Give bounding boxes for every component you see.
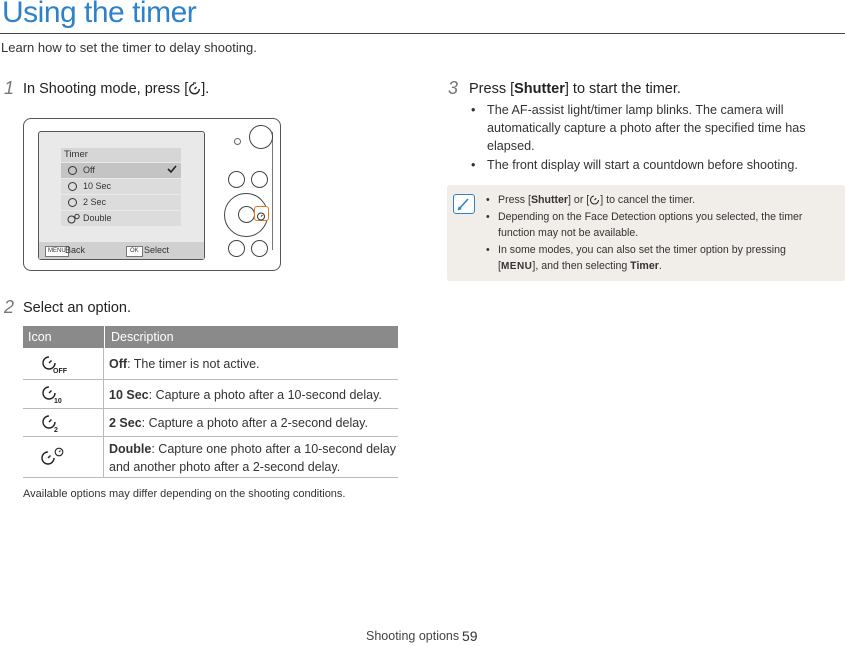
timer-button-highlight [254, 206, 269, 221]
camera-lamp [234, 138, 241, 145]
table-row [23, 437, 398, 478]
step-2-number: 2 [4, 297, 15, 317]
option-name: Double [109, 442, 152, 456]
bullet-dot: • [486, 194, 490, 206]
menu-item-2sec[interactable] [61, 195, 181, 210]
option-desc-line2: and another photo after a 2-second delay. [109, 460, 341, 474]
table-footnote: Available options may differ depending on the shooting conditions. [23, 488, 346, 500]
timer-off-icon [41, 354, 65, 379]
option-name: 2 Sec [109, 416, 142, 430]
note-text [498, 192, 695, 210]
camera-button-right-lower [251, 240, 268, 257]
note-3-before: [ [498, 260, 501, 272]
timer-icon [256, 208, 266, 226]
table-desc [109, 386, 382, 404]
table-icon-cell [23, 409, 104, 436]
note-item-3 [486, 242, 836, 274]
note-3-after: . [658, 260, 662, 272]
bullet-line: The AF-assist light/timer lamp blinks. The camera will [487, 103, 784, 117]
header-divider [104, 326, 105, 348]
step-3-bullet [471, 101, 831, 155]
table-desc [109, 355, 260, 373]
camera-button-left-upper [228, 171, 245, 188]
step-1-text [23, 81, 209, 99]
menu-item-off-label: Off [83, 165, 95, 175]
timer-menu-title: Timer [61, 148, 181, 162]
menu-item-10sec[interactable] [61, 179, 181, 194]
back-label: Back [65, 245, 86, 255]
bullet-text [487, 156, 798, 174]
note-line [498, 258, 786, 275]
table-header [23, 326, 398, 348]
step-1-number: 1 [4, 78, 15, 98]
note-pencil-icon [453, 194, 475, 214]
option-name: Off [109, 357, 128, 371]
option-desc: : The timer is not active. [127, 357, 260, 371]
step-1-text-after: ]. [201, 81, 210, 97]
bullet-text [487, 101, 806, 155]
table-row [23, 348, 398, 380]
step-3-text-before: Press [ [469, 81, 515, 97]
menu-item-double-label: Double [83, 213, 112, 223]
note-text [498, 209, 802, 241]
svg-text:10: 10 [54, 398, 62, 405]
step-3-text [469, 81, 681, 97]
note-timer-bold: Timer [630, 260, 659, 272]
table-desc [109, 440, 396, 476]
option-desc: : Capture a photo after a 10-second delay. [148, 388, 382, 402]
menu-key-badge: MENU [45, 246, 69, 257]
note-3-mid: ], and then selecting [532, 260, 631, 272]
header-icon: Icon [28, 330, 52, 344]
table-row [23, 409, 398, 437]
page-subtitle: Learn how to set the timer to delay shooting. [1, 40, 257, 55]
checkmark-icon [166, 163, 178, 180]
title-divider [0, 33, 845, 34]
note-shutter-key: Shutter [530, 194, 569, 206]
bullet-dot: • [471, 103, 476, 117]
camera-button-right-upper [251, 171, 268, 188]
note-line: function may not be available. [498, 227, 639, 239]
note-text [498, 242, 786, 275]
menu-item-double[interactable] [61, 211, 181, 226]
note-line: In some modes, you can also set the timer option by pressing [498, 244, 786, 256]
camera-button-top [249, 125, 273, 149]
screen-bottom-bar [39, 242, 204, 259]
note-1-mid: ] or [ [568, 194, 590, 206]
bullet-dot: • [486, 211, 490, 223]
shutter-key: Shutter [514, 81, 565, 97]
menu-item-2sec-label: 2 Sec [83, 197, 107, 207]
menu-item-off[interactable] [61, 163, 181, 178]
footer-section: Shooting options [366, 629, 460, 643]
select-label: Select [144, 245, 170, 255]
camera-grip [272, 132, 279, 250]
step-3-bullet [471, 156, 831, 174]
note-item-2 [486, 209, 836, 241]
option-desc: : Capture one photo after a 10-second delay [151, 442, 396, 456]
svg-text:OFF: OFF [53, 368, 67, 375]
timer-icon [589, 194, 600, 210]
table-icon-cell [23, 348, 104, 379]
svg-text:2: 2 [54, 427, 58, 434]
page-number: 59 [462, 628, 478, 644]
bullet-line: The front display will start a countdown before shooting. [487, 158, 798, 172]
header-description: Description [111, 330, 174, 344]
bullet-line: automatically capture a photo after the specified time has [487, 121, 806, 135]
timer-2sec-icon [41, 413, 65, 438]
table-desc [109, 414, 368, 432]
table-icon-cell [23, 437, 104, 477]
timer-double-small-icon [67, 213, 80, 229]
timer-icon [188, 82, 201, 99]
option-name: 10 Sec [109, 388, 149, 402]
bullet-dot: • [486, 244, 490, 256]
table-icon-cell [23, 380, 104, 408]
page-title: Using the timer [2, 0, 197, 29]
step-3-number: 3 [448, 78, 459, 98]
bullet-line: elapsed. [487, 139, 535, 153]
camera-screen [38, 131, 205, 260]
table-desc-line [109, 440, 396, 458]
timer-10sec-icon [41, 384, 65, 409]
bullet-dot: • [471, 158, 476, 172]
note-1-after: ] to cancel the timer. [600, 194, 696, 206]
option-desc: : Capture a photo after a 2-second delay. [141, 416, 368, 430]
note-line: Depending on the Face Detection options you selected, the timer [498, 211, 803, 223]
note-menu-key: MENU [500, 261, 533, 272]
table-row [23, 380, 398, 409]
camera-button-left-lower [228, 240, 245, 257]
camera-ok-button [238, 206, 255, 223]
step-2-text: Select an option. [23, 300, 132, 316]
timer-double-icon [39, 446, 67, 473]
ok-key-badge: OK [126, 246, 143, 257]
step-1-text-before: In Shooting mode, press [ [23, 81, 189, 97]
note-1-before: Press [ [498, 194, 531, 206]
menu-item-10sec-label: 10 Sec [83, 181, 112, 191]
step-3-text-after: ] to start the timer. [564, 81, 681, 97]
